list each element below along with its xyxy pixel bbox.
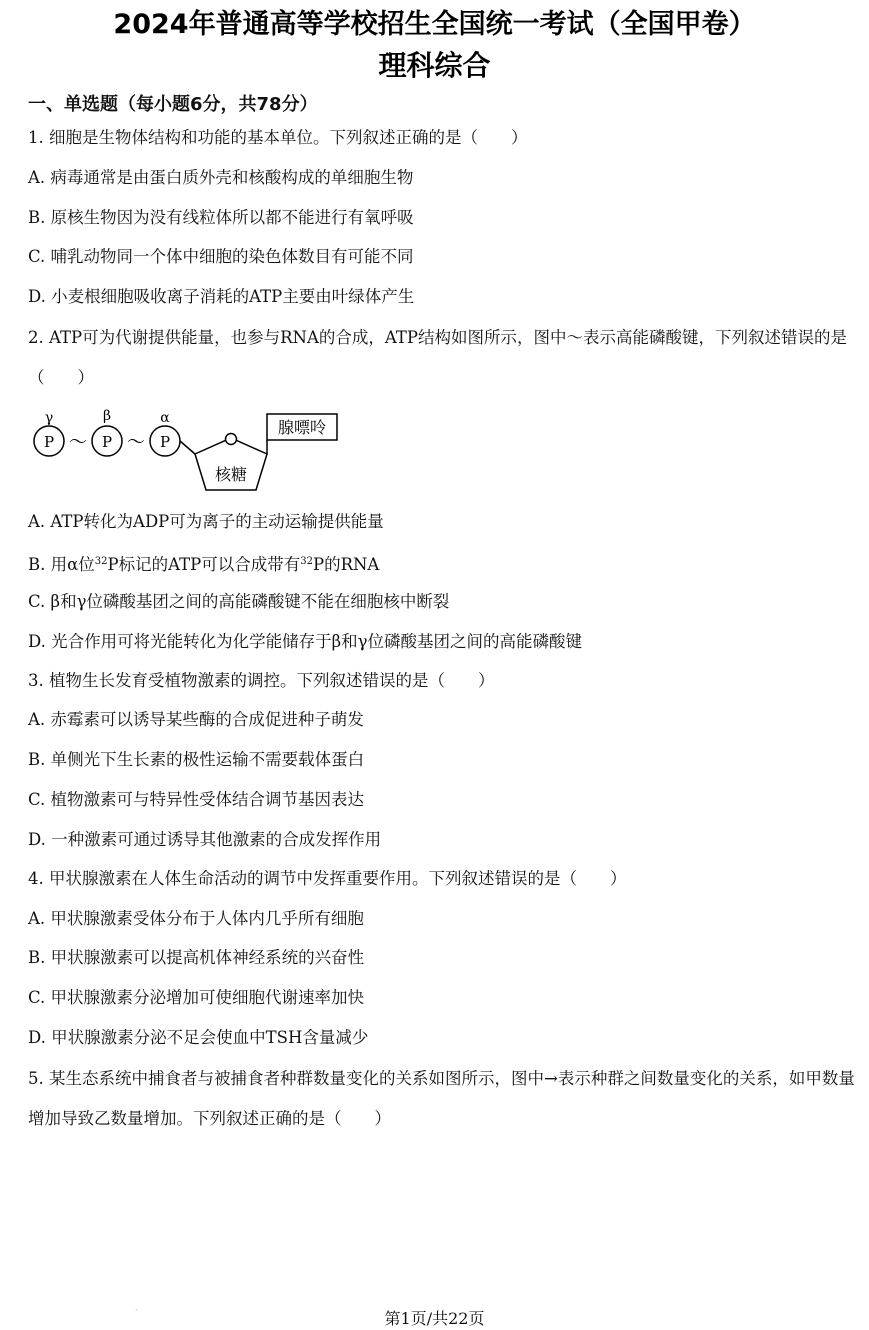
alpha-label: α (160, 410, 170, 426)
q4-stem: 4. 甲状腺激素在人体生命活动的调节中发挥重要作用。下列叙述错误的是（ ） (28, 869, 627, 888)
q4-option-b: B. 甲状腺激素可以提高机体神经系统的兴奋性 (28, 948, 365, 967)
phosphate-beta-label: P (101, 433, 113, 451)
ribose-label: 核糖 (214, 465, 248, 484)
q2-option-b-post: P的RNA (312, 555, 380, 574)
section-heading: 一、单选题（每小题6分，共78分） (28, 94, 318, 115)
q1-option-b: B. 原核生物因为没有线粒体所以都不能进行有氧呼吸 (28, 208, 414, 227)
q4-option-a: A. 甲状腺激素受体分布于人体内几乎所有细胞 (28, 909, 364, 928)
phosphate-gamma-label: P (43, 433, 55, 451)
q3-option-c: C. 植物激素可与特异性受体结合调节基因表达 (28, 790, 365, 809)
q3-option-d: D. 一种激素可通过诱导其他激素的合成发挥作用 (28, 830, 382, 849)
page-subtitle: 理科综合 (378, 49, 491, 82)
q4-option-d: D. 甲状腺激素分泌不足会使血中TSH含量减少 (28, 1028, 369, 1047)
high-energy-bond-2: ～ (127, 432, 145, 453)
q2-option-b-pre: B. 用α位 (28, 555, 95, 574)
phosphate-alpha-label: P (159, 433, 171, 451)
beta-label: β (102, 408, 112, 424)
q2-option-b (28, 551, 379, 576)
q3-option-a: A. 赤霉素可以诱导某些酶的合成促进种子萌发 (28, 710, 364, 729)
q2-option-d: D. 光合作用可将光能转化为化学能储存于β和γ位磷酸基团之间的高能磷酸键 (28, 632, 583, 651)
q2-option-c: C. β和γ位磷酸基团之间的高能磷酸键不能在细胞核中断裂 (28, 592, 450, 611)
q3-stem: 3. 植物生长发育受植物激素的调控。下列叙述错误的是（ ） (28, 671, 495, 690)
page-title: 2024年普通高等学校招生全国统一考试（全国甲卷） (113, 9, 756, 40)
q4-option-c: C. 甲状腺激素分泌增加可使细胞代谢速率加快 (28, 988, 365, 1007)
q3-option-b: B. 单侧光下生长素的极性运输不需要载体蛋白 (28, 750, 365, 769)
page-footer: 第1页/共22页 (384, 1309, 485, 1328)
q1-option-c: C. 哺乳动物同一个体中细胞的染色体数目有可能不同 (28, 247, 414, 266)
adenine-label: 腺嘌呤 (277, 418, 327, 437)
atp-structure-diagram (28, 400, 348, 495)
q1-option-a: A. 病毒通常是由蛋白质外壳和核酸构成的单细胞生物 (28, 168, 414, 187)
ring-oxygen (226, 434, 237, 445)
gamma-label: γ (44, 410, 54, 426)
page-mark: · (135, 1306, 138, 1315)
q2-option-b-mid: P标记的ATP可以合成带有 (107, 555, 301, 574)
q1-stem: 1. 细胞是生物体结构和功能的基本单位。下列叙述正确的是（ ） (28, 128, 528, 147)
high-energy-bond-1: ～ (69, 432, 87, 453)
q1-option-d: D. 小麦根细胞吸收离子消耗的ATP主要由叶绿体产生 (28, 287, 415, 306)
isotope-mass-2: 32 (300, 556, 313, 567)
q5-stem: 5. 某生态系统中捕食者与被捕食者种群数量变化的关系如图所示，图中→表示种群之间数量变化的关系，如甲数量增加导致乙数量增加。下列叙述正确的是（ ） (28, 1069, 855, 1128)
q2-stem: 2. ATP可为代谢提供能量，也参与RNA的合成，ATP结构如图所示，图中～表示高能磷酸键，下列叙述错误的是（ ） (28, 328, 848, 387)
isotope-mass-1: 32 (94, 556, 108, 567)
q2-option-a: A. ATP转化为ADP可为离子的主动运输提供能量 (28, 512, 384, 531)
